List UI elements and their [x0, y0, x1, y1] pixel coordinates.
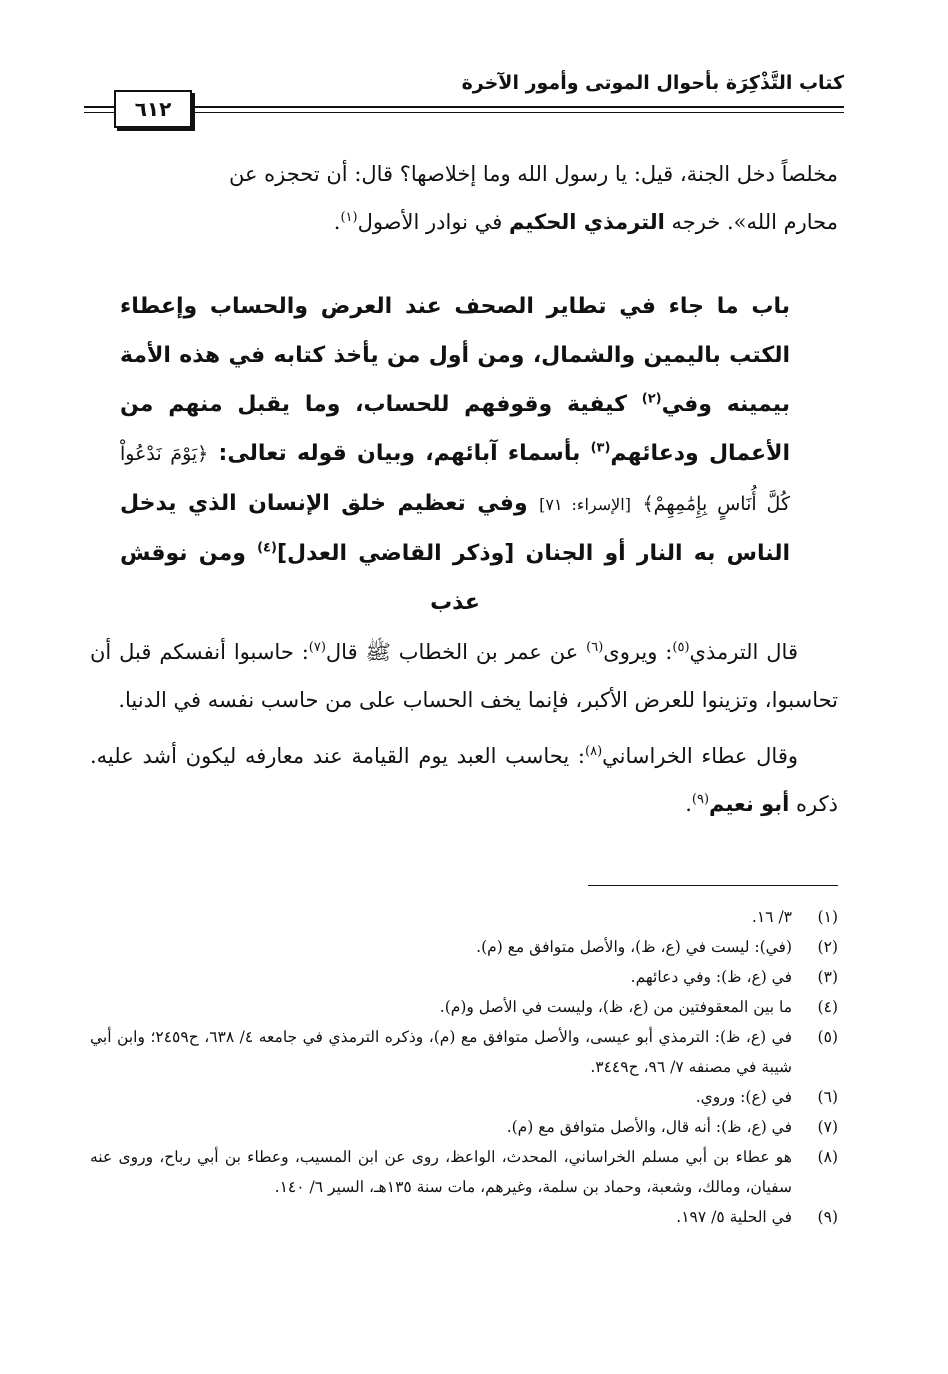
- footnotes: [90, 902, 838, 1232]
- paragraph-ata: وقال عطاء الخراساني$^{(٨)}$: يحاسب العبد يوم القيامة عند معارفه ليكون أشد عليه. ذكره أبو نعيم$^{(٩)}$.: [90, 744, 838, 816]
- footnote-ref: (٦): [586, 640, 604, 655]
- footnote-ref: (٣): [590, 440, 611, 456]
- paragraph-tirmidhi: قال الترمذي$^{(٥)}$: ويروى$^{(٦)}$ عن عمر بن الخطاب ﷺ قال$^{(٧)}$: حاسبوا أنفسكم قبل أن تحاسبوا، وتزينوا للعرض الأكبر، فإنما يخف الحساب على من حاسب نفسه في الدنيا.: [90, 640, 838, 712]
- page-header: [84, 72, 844, 121]
- footnote: (٥) في (ع، ظ): الترمذي أبو عيسى، والأصل متوافق مع (م)، وذكره الترمذي في جامعه ٤/ ٦٣٨، ح٢٤٥٩؛ وابن أبي شيبة في مصنفه ٧/ ٩٦، ح٣٤٤٩.: [90, 1028, 838, 1076]
- footnote-ref: (٨): [585, 744, 603, 759]
- verse-reference: [الإسراء: ٧١]: [539, 495, 631, 514]
- footnote: (٢) (في): ليست في (ع، ظ)، والأصل متوافق مع (م).: [476, 938, 838, 956]
- footnote-ref: (١): [340, 210, 358, 225]
- intro-line-1: مخلصاً دخل الجنة، قيل: يا رسول الله وما إخلاصها؟ قال: أن تحجزه عن: [228, 162, 838, 186]
- quran-verse: ﴿يَوْمَ نَدْعُواْ كُلَّ أُنَاسٍ بِإِمَٰمِهِمْ﴾: [120, 443, 790, 515]
- footnote: (٤) ما بين المعقوفتين من (ع، ظ)، وليست في الأصل و(م).: [439, 998, 838, 1016]
- author-name: الترمذي الحكيم: [508, 210, 665, 234]
- main-text: [90, 628, 838, 836]
- footnote: (٨) هو عطاء بن أبي مسلم الخراساني، المحدث، الواعظ، روى عن ابن المسيب، وعطاء بن أبي رباح، وروى عنه سفيان، ومالك، وشعبة، وحماد بن سلمة، وغيرهم، مات سنة ١٣٥هـ، السير ٦/ ١٤٠.: [90, 1148, 838, 1196]
- author-name: أبو نعيم: [709, 792, 790, 816]
- footnote: (٦) في (ع): وروي.: [695, 1088, 838, 1106]
- footnote-ref: (٩): [691, 792, 710, 807]
- header-rule-thin: [84, 112, 844, 113]
- footnote-ref: (٤): [257, 540, 277, 556]
- intro-line-2: محارم الله». خرجه الترمذي الحكيم في نوادر الأصول$^{(١)}$.: [333, 210, 838, 234]
- footnote: (٩) في الحلية ٥/ ١٩٧.: [676, 1208, 838, 1226]
- footnote: (١) ٣/ ١٦.: [751, 908, 838, 926]
- book-title: كتاب التَّذْكِرَة بأحوال الموتى وأمور الآخرة: [461, 72, 844, 94]
- footnote: (٣) في (ع، ظ): وفي دعائهم.: [630, 968, 838, 986]
- page-number: ٦١٢: [114, 90, 192, 128]
- footnote-ref: (٢): [641, 391, 662, 407]
- header-rule: [84, 106, 844, 108]
- footnote-separator: [588, 885, 838, 886]
- footnote: (٧) في (ع، ظ): أنه قال، والأصل متوافق مع (م).: [506, 1118, 838, 1136]
- footnote-ref: (٧): [308, 640, 326, 655]
- intro-paragraph: [90, 150, 838, 246]
- chapter-heading: باب ما جاء في تطاير الصحف عند العرض والحساب وإعطاء الكتب باليمين والشمال، ومن أول من يأخذ كتابه في هذه الأمة بيمينه وفي$^{(٢)}$ كيفية وقوفهم للحساب، وما يقبل منهم من الأعمال ودعائهم$^{(٣)}$ بأسماء آبائهم، وبيان قوله تعالى: ﴿يَوْمَ نَدْعُواْ كُلَّ أُنَاسٍ بِإِمَٰمِهِمْ﴾ [الإسراء: ٧١] وفي تعظيم خلق الإنسان الذي يدخل الناس به النار أو الجنان [وذكر القاضي العدل]$^{(٤)}$ ومن نوقش عذب: [120, 294, 791, 615]
- footnote-ref: (٥): [672, 640, 690, 655]
